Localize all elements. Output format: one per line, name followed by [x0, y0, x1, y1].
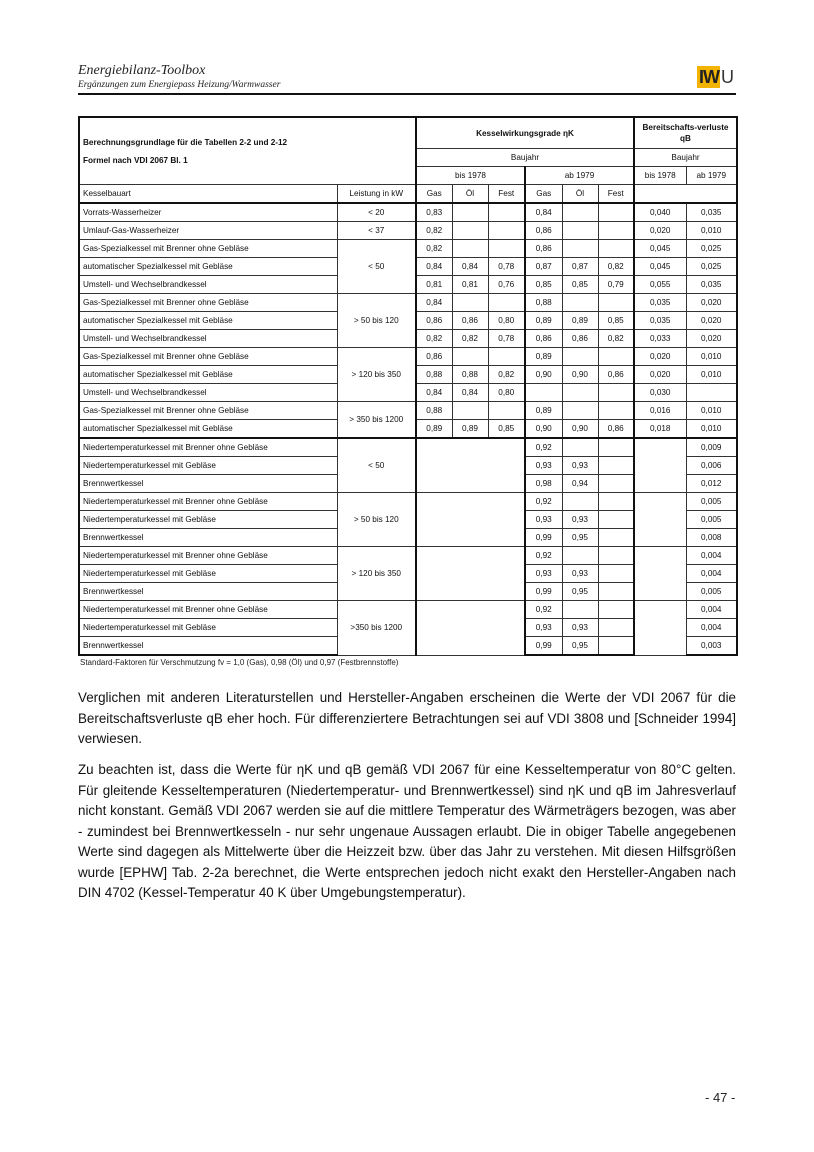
cell-value: 0,82: [598, 330, 634, 348]
cell-value: 0,010: [686, 366, 737, 384]
cell-leistung: > 120 bis 350: [337, 547, 416, 601]
cell-value: [562, 203, 598, 222]
cell-value: 0,82: [598, 258, 634, 276]
cell-value: 0,93: [562, 511, 598, 529]
cell-value: 0,004: [686, 601, 737, 619]
cell-value: 0,035: [634, 294, 686, 312]
cell-leistung: > 350 bis 1200: [337, 402, 416, 439]
cell-value: 0,90: [525, 366, 562, 384]
cell-value: 0,82: [416, 330, 452, 348]
cell-value: 0,88: [416, 366, 452, 384]
cell-kesselbauart: Brennwertkessel: [79, 475, 337, 493]
cell-value: [598, 511, 634, 529]
cell-kesselbauart: Niedertemperaturkessel mit Gebläse: [79, 511, 337, 529]
cell-value: 0,92: [525, 438, 562, 457]
cell-value: 0,93: [562, 565, 598, 583]
document-header-title: Energiebilanz-Toolbox: [78, 63, 206, 78]
cell-value: [488, 222, 525, 240]
cell-value: [562, 493, 598, 511]
cell-value: 0,86: [525, 330, 562, 348]
cell-value: 0,010: [686, 348, 737, 366]
cell-value: 0,86: [598, 366, 634, 384]
cell-value: 0,004: [686, 619, 737, 637]
cell-kesselbauart: Niedertemperaturkessel mit Brenner ohne Gebläse: [79, 438, 337, 457]
cell-value: 0,82: [452, 330, 488, 348]
logo-rest: U: [721, 67, 734, 87]
cell-kesselbauart: Umstell- und Wechselbrandkessel: [79, 276, 337, 294]
cell-value: [562, 240, 598, 258]
cell-value: 0,035: [634, 312, 686, 330]
cell-value: 0,89: [525, 312, 562, 330]
cell-kesselbauart: Niedertemperaturkessel mit Brenner ohne Gebläse: [79, 547, 337, 565]
cell-kesselbauart: Brennwertkessel: [79, 637, 337, 656]
cell-value: [452, 402, 488, 420]
cell-value: 0,040: [634, 203, 686, 222]
cell-value: [488, 203, 525, 222]
cell-value: [452, 240, 488, 258]
cell-value: 0,045: [634, 240, 686, 258]
cell-leistung: < 20: [337, 203, 416, 222]
cell-value: 0,81: [452, 276, 488, 294]
cell-value: 0,89: [452, 420, 488, 439]
header-q-ab1979: ab 1979: [686, 167, 737, 185]
header-eta-baujahr: Baujahr: [416, 149, 634, 167]
cell-value: 0,030: [634, 384, 686, 402]
cell-kesselbauart: automatischer Spezialkessel mit Gebläse: [79, 366, 337, 384]
cell-leistung: < 50: [337, 438, 416, 493]
table-row: [79, 348, 737, 366]
table-row: [79, 493, 737, 511]
cell-value: [562, 438, 598, 457]
table-row: [79, 240, 737, 258]
cell-value: 0,95: [562, 583, 598, 601]
cell-kesselbauart: Gas-Spezialkessel mit Brenner ohne Gebläse: [79, 402, 337, 420]
cell-value: 0,055: [634, 276, 686, 294]
cell-value: 0,012: [686, 475, 737, 493]
cell-value: [598, 493, 634, 511]
cell-value: 0,020: [686, 312, 737, 330]
cell-value: 0,99: [525, 529, 562, 547]
cell-value: 0,94: [562, 475, 598, 493]
cell-value: 0,010: [686, 402, 737, 420]
boiler-efficiency-table: [78, 116, 738, 656]
header-q-baujahr: Baujahr: [634, 149, 737, 167]
cell-value: 0,025: [686, 240, 737, 258]
cell-value: 0,86: [416, 312, 452, 330]
cell-value: 0,92: [525, 601, 562, 619]
header-eta-group: Kesselwirkungsgrade ηK: [416, 117, 634, 149]
cell-value: 0,99: [525, 583, 562, 601]
cell-value: 0,020: [634, 222, 686, 240]
cell-value: 0,005: [686, 511, 737, 529]
cell-value: [598, 637, 634, 656]
cell-value: [452, 348, 488, 366]
cell-value: 0,84: [416, 294, 452, 312]
cell-value: [562, 384, 598, 402]
cell-value: 0,83: [416, 203, 452, 222]
header-gas-bis1978: Gas: [416, 185, 452, 204]
cell-value: 0,006: [686, 457, 737, 475]
header-oel-ab1979: Öl: [562, 185, 598, 204]
cell-value: 0,86: [525, 222, 562, 240]
cell-value: 0,035: [686, 203, 737, 222]
cell-value: 0,82: [416, 222, 452, 240]
cell-value: [598, 457, 634, 475]
table-row: [79, 294, 737, 312]
cell-empty-block: [416, 601, 525, 656]
table-caption-line1: Berechnungsgrundlage für die Tabellen 2-2 und 2-12: [83, 137, 288, 147]
table-caption-line2: Formel nach VDI 2067 Bl. 1: [83, 155, 188, 165]
cell-value: 0,88: [416, 402, 452, 420]
table-row: [79, 601, 737, 619]
cell-value: 0,87: [525, 258, 562, 276]
cell-value: 0,008: [686, 529, 737, 547]
cell-value: 0,020: [634, 348, 686, 366]
cell-value: [598, 529, 634, 547]
cell-value: 0,84: [452, 258, 488, 276]
cell-value: 0,88: [525, 294, 562, 312]
cell-kesselbauart: automatischer Spezialkessel mit Gebläse: [79, 258, 337, 276]
cell-value: 0,009: [686, 438, 737, 457]
table-row: [79, 547, 737, 565]
cell-value: 0,89: [525, 402, 562, 420]
document-header-subtitle: Ergänzungen zum Energiepass Heizung/Warmwasser: [78, 80, 281, 90]
table-caption: [79, 117, 416, 185]
cell-empty-block: [634, 601, 686, 656]
cell-kesselbauart: Niedertemperaturkessel mit Brenner ohne Gebläse: [79, 601, 337, 619]
cell-value: 0,93: [562, 457, 598, 475]
cell-value: [598, 475, 634, 493]
cell-value: 0,025: [686, 258, 737, 276]
cell-value: 0,005: [686, 493, 737, 511]
cell-value: 0,035: [686, 276, 737, 294]
paragraph-2: Zu beachten ist, dass die Werte für ηK und qB gemäß VDI 2067 für eine Kesseltemperatur von 80°C gelten. Für gleitende Kesseltemperaturen (Niedertemperatur- und Brennwertkessel) sind ηK und qB im Jahresverlauf nicht konstant. Gemäß VDI 2067 werden sie auf die mittlere Temperatur des Wärmeträgers bezogen, was aber - zumindest bei Brennwertkesseln - nur sehr ungenaue Aussagen erlaubt. Die in obiger Tabelle angegebenen Werte sind dagegen als Mittelwerte über die Heizzeit bzw. über das Jahr zu verstehen. Mit diesen Hilfsgrößen wurde [EPHW] Tab. 2-2a berechnet, die Werte entsprechen jedoch nicht exakt den Hersteller-Angaben nach DIN 4702 (Kessel-Temperatur 40 K über Umgebungstemperatur).: [78, 762, 736, 900]
cell-value: 0,010: [686, 420, 737, 439]
cell-empty-block: [634, 438, 686, 493]
cell-value: 0,016: [634, 402, 686, 420]
cell-empty-block: [416, 438, 525, 493]
table-footnote: Standard-Faktoren für Verschmutzung fv = 1,0 (Gas), 0,98 (Öl) und 0,97 (Festbrennstoffe): [80, 658, 399, 667]
cell-value: 0,89: [525, 348, 562, 366]
cell-value: 0,84: [452, 384, 488, 402]
table-row: [79, 402, 737, 420]
cell-kesselbauart: automatischer Spezialkessel mit Gebläse: [79, 312, 337, 330]
cell-value: 0,76: [488, 276, 525, 294]
header-q-group: Bereitschafts-verluste qB: [634, 117, 737, 149]
cell-value: 0,89: [562, 312, 598, 330]
cell-value: 0,86: [598, 420, 634, 439]
cell-kesselbauart: automatischer Spezialkessel mit Gebläse: [79, 420, 337, 439]
cell-value: 0,82: [416, 240, 452, 258]
header-fest-ab1979: Fest: [598, 185, 634, 204]
cell-value: [488, 348, 525, 366]
cell-empty-block: [416, 493, 525, 547]
page-number: - 47 -: [705, 1090, 736, 1105]
cell-kesselbauart: Niedertemperaturkessel mit Brenner ohne Gebläse: [79, 493, 337, 511]
cell-empty-block: [634, 493, 686, 547]
cell-value: 0,86: [452, 312, 488, 330]
cell-value: [598, 240, 634, 258]
cell-value: [562, 294, 598, 312]
cell-value: 0,84: [525, 203, 562, 222]
cell-value: 0,93: [562, 619, 598, 637]
iwu-logo: [697, 66, 734, 88]
cell-value: [598, 619, 634, 637]
cell-kesselbauart: Umlauf-Gas-Wasserheizer: [79, 222, 337, 240]
header-q-empty: [634, 185, 737, 204]
cell-value: [488, 240, 525, 258]
cell-kesselbauart: Brennwertkessel: [79, 529, 337, 547]
cell-value: [452, 203, 488, 222]
cell-value: 0,98: [525, 475, 562, 493]
table-row: [79, 222, 737, 240]
cell-kesselbauart: Vorrats-Wasserheizer: [79, 203, 337, 222]
cell-kesselbauart: Brennwertkessel: [79, 583, 337, 601]
cell-empty-block: [416, 547, 525, 601]
cell-value: 0,95: [562, 529, 598, 547]
cell-value: 0,020: [686, 330, 737, 348]
cell-value: [488, 294, 525, 312]
cell-value: 0,92: [525, 547, 562, 565]
cell-kesselbauart: Niedertemperaturkessel mit Gebläse: [79, 457, 337, 475]
cell-value: [598, 222, 634, 240]
cell-value: 0,010: [686, 222, 737, 240]
cell-value: [562, 348, 598, 366]
cell-kesselbauart: Umstell- und Wechselbrandkessel: [79, 330, 337, 348]
cell-kesselbauart: Gas-Spezialkessel mit Brenner ohne Gebläse: [79, 240, 337, 258]
header-q-bis1978: bis 1978: [634, 167, 686, 185]
cell-kesselbauart: Umstell- und Wechselbrandkessel: [79, 384, 337, 402]
cell-value: 0,85: [562, 276, 598, 294]
cell-value: 0,045: [634, 258, 686, 276]
paragraph-1: Verglichen mit anderen Literaturstellen und Hersteller-Angaben erscheinen die Werte der VDI 2067 für die Bereitschaftsverluste qB eher hoch. Für differenziertere Betrachtungen sei auf VDI 3808 und [Schneider 1994] verwiesen.: [78, 690, 736, 746]
cell-value: [598, 583, 634, 601]
cell-value: [598, 565, 634, 583]
cell-value: [598, 601, 634, 619]
cell-value: 0,92: [525, 493, 562, 511]
cell-value: [598, 203, 634, 222]
cell-value: [452, 294, 488, 312]
cell-value: [525, 384, 562, 402]
cell-value: 0,018: [634, 420, 686, 439]
cell-value: [598, 294, 634, 312]
cell-value: 0,86: [562, 330, 598, 348]
cell-value: [598, 547, 634, 565]
table-row: [79, 203, 737, 222]
cell-value: 0,004: [686, 565, 737, 583]
cell-value: [686, 384, 737, 402]
cell-value: 0,90: [525, 420, 562, 439]
cell-leistung: > 50 bis 120: [337, 294, 416, 348]
header-gas-ab1979: Gas: [525, 185, 562, 204]
cell-value: 0,78: [488, 330, 525, 348]
cell-value: 0,88: [452, 366, 488, 384]
cell-value: [562, 222, 598, 240]
header-leistung: Leistung in kW: [337, 185, 416, 204]
cell-value: [562, 402, 598, 420]
cell-value: [598, 438, 634, 457]
cell-value: 0,033: [634, 330, 686, 348]
cell-value: [562, 601, 598, 619]
cell-value: [598, 384, 634, 402]
cell-leistung: > 50 bis 120: [337, 493, 416, 547]
cell-value: [598, 348, 634, 366]
cell-leistung: >350 bis 1200: [337, 601, 416, 656]
cell-value: [452, 222, 488, 240]
cell-value: 0,87: [562, 258, 598, 276]
cell-leistung: > 120 bis 350: [337, 348, 416, 402]
cell-value: 0,80: [488, 384, 525, 402]
cell-value: 0,003: [686, 637, 737, 656]
cell-value: [562, 547, 598, 565]
header-kesselbauart: Kesselbauart: [79, 185, 337, 204]
header-oel-bis1978: Öl: [452, 185, 488, 204]
cell-value: 0,90: [562, 420, 598, 439]
cell-value: 0,89: [416, 420, 452, 439]
cell-value: 0,020: [686, 294, 737, 312]
cell-value: 0,78: [488, 258, 525, 276]
cell-value: [488, 402, 525, 420]
cell-value: 0,82: [488, 366, 525, 384]
header-fest-bis1978: Fest: [488, 185, 525, 204]
cell-value: 0,84: [416, 258, 452, 276]
cell-kesselbauart: Niedertemperaturkessel mit Gebläse: [79, 565, 337, 583]
cell-kesselbauart: Gas-Spezialkessel mit Brenner ohne Gebläse: [79, 348, 337, 366]
cell-leistung: < 37: [337, 222, 416, 240]
header-eta-ab1979: ab 1979: [525, 167, 634, 185]
cell-value: 0,86: [525, 240, 562, 258]
cell-value: 0,81: [416, 276, 452, 294]
header-eta-bis1978: bis 1978: [416, 167, 525, 185]
cell-empty-block: [634, 547, 686, 601]
cell-value: [598, 402, 634, 420]
table-row: [79, 438, 737, 457]
cell-value: 0,85: [488, 420, 525, 439]
cell-value: 0,85: [525, 276, 562, 294]
cell-value: 0,020: [634, 366, 686, 384]
cell-leistung: < 50: [337, 240, 416, 294]
header-rule: [78, 93, 736, 95]
cell-value: 0,95: [562, 637, 598, 656]
cell-value: 0,86: [416, 348, 452, 366]
logo-highlight: IW: [699, 67, 719, 87]
cell-kesselbauart: Gas-Spezialkessel mit Brenner ohne Gebläse: [79, 294, 337, 312]
cell-value: 0,93: [525, 565, 562, 583]
cell-kesselbauart: Niedertemperaturkessel mit Gebläse: [79, 619, 337, 637]
cell-value: 0,93: [525, 511, 562, 529]
cell-value: 0,84: [416, 384, 452, 402]
cell-value: 0,93: [525, 619, 562, 637]
cell-value: 0,93: [525, 457, 562, 475]
cell-value: 0,80: [488, 312, 525, 330]
cell-value: 0,79: [598, 276, 634, 294]
cell-value: 0,004: [686, 547, 737, 565]
cell-value: 0,85: [598, 312, 634, 330]
cell-value: 0,99: [525, 637, 562, 656]
cell-value: 0,005: [686, 583, 737, 601]
cell-value: 0,90: [562, 366, 598, 384]
